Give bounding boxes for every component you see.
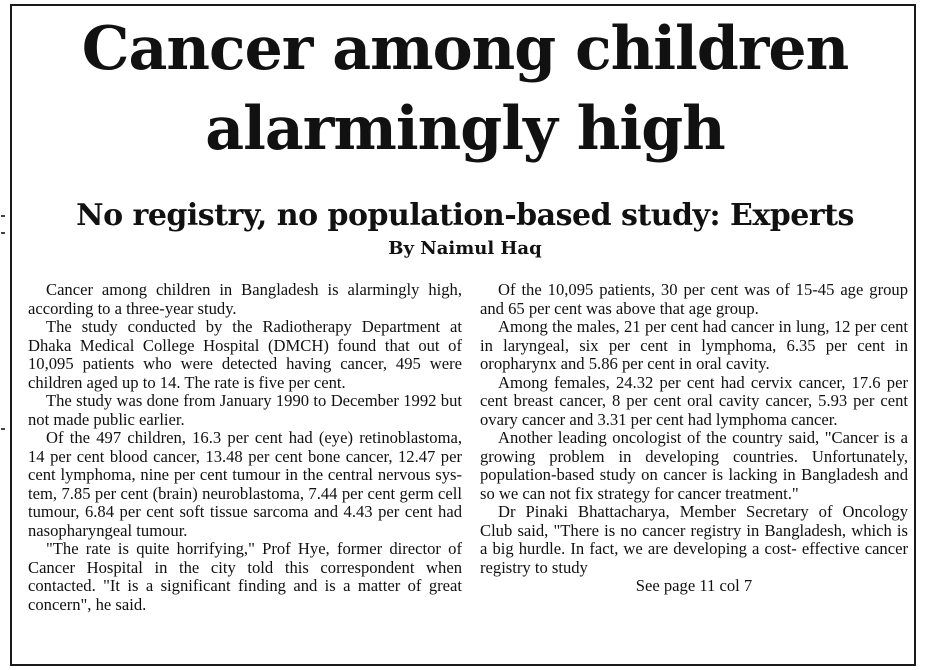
paragraph: Another leading oncologist of the country said, "Cancer is a growing problem in developing countries. Unfortunately, population-based study on cancer is lacking in Bangladesh and so we can not fix strategy for cancer treatment."	[480, 428, 908, 503]
article-frame	[10, 4, 916, 666]
headline-line-1: Cancer among children	[81, 14, 849, 84]
paragraph: Among females, 24.32 per cent had cervix cancer, 17.6 per cent breast cancer, 8 per cent oral cavity cancer, 5.93 per cent ovary cancer and 3.31 per cent had lymphoma cancer.	[480, 372, 908, 429]
headline-line-2: alarmingly high	[205, 94, 725, 164]
byline: By Naimul Haq	[388, 238, 542, 259]
left-column	[28, 281, 462, 614]
paragraph: The study was done from January 1990 to December 1992 but not made public earlier.	[28, 391, 462, 429]
paragraph: Of the 497 children, 16.3 per cent had (eye) retinoblastoma, 14 per cent blood cancer, 13.48 per cent bone cancer, 12.47 per cent lymphoma, nine per cent tumour in the central nervous system, 7.85 per cent (brain) neuroblastoma, 7.44 per cent germ cell tumour, 6.84 per cent soft tissue sarcoma and 4.43 per cent had nasopharyngeal tumour.	[28, 428, 462, 540]
paragraph: Of the 10,095 patients, 30 per cent was of 15-45 age group and 65 per cent was above that age group.	[480, 280, 908, 318]
paragraph: Dr Pinaki Bhattacharya, Member Secretary of Oncology Club said, "There is no cancer registry in Bangladesh, which is a big hurdle. In fact, we are developing a cost- effective cancer registry to study	[480, 502, 908, 577]
continuation-note: See page 11 col 7	[635, 576, 753, 595]
margin-marks	[0, 0, 8, 670]
subheadline: No registry, no population-based study: Experts	[76, 198, 854, 233]
paragraph: "The rate is quite horrifying," Prof Hye, former director of Cancer Hospital in the city told this correspondent when contacted. "It is a significant finding and is a matter of great concern", he said.	[28, 539, 462, 614]
paragraph: The study conducted by the Radiotherapy Department at Dhaka Medical College Hospital (DMCH) found that out of 10,095 patients who were detected having cancer, 495 were children aged up to 14. The rate is five per cent.	[28, 317, 462, 392]
right-column	[480, 281, 908, 596]
paragraph: Cancer among children in Bangladesh is alarmingly high, according to a three-year study.	[28, 280, 462, 318]
paragraph: Among the males, 21 per cent had cancer in lung, 12 per cent in laryngeal, six per cent in lymphoma, 6.35 per cent in oropharynx and 5.86 per cent in oral cavity.	[480, 317, 908, 373]
